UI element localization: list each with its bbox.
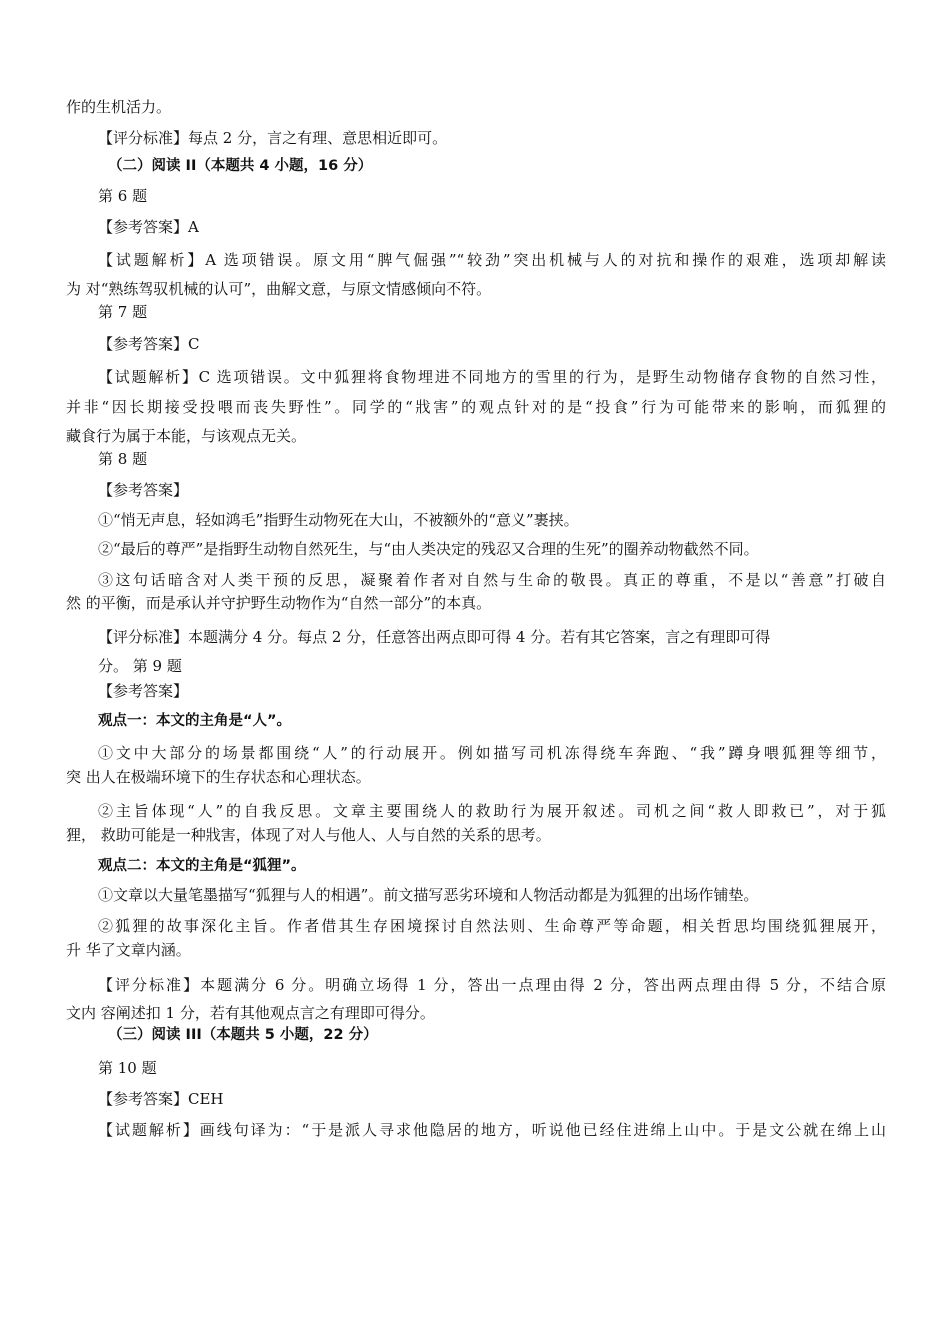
- text-line: 突 出人在极端环境下的生存状态和心理状态。: [66, 768, 371, 786]
- answer-point: ③这句话暗含对人类干预的反思，凝聚着作者对自然与生命的敬畏。真正的尊重，不是以“善意”打破自: [98, 571, 886, 589]
- scoring-criteria: 【评分标准】本题满分 4 分。每点 2 分，任意答出两点即可得 4 分。若有其它答案，言之有理即可得: [98, 628, 771, 646]
- text-line: 然 的平衡，而是承认并守护野生动物作为“自然一部分”的本真。: [66, 594, 492, 612]
- text-line: 狸， 救助可能是一种戕害，体现了对人与他人、人与自然的关系的思考。: [66, 826, 551, 844]
- answer-point: ②狐狸的故事深化主旨。作者借其生存困境探讨自然法则、生命尊严等命题，相关哲思均围绕狐狸展开，: [98, 917, 886, 935]
- viewpoint-heading: 观点二：本文的主角是“狐狸”。: [98, 858, 306, 874]
- text-line: 分。 第 9 题: [98, 657, 182, 675]
- question-number: 第 10 题: [98, 1059, 157, 1077]
- text-line: 藏食行为属于本能，与该观点无关。: [66, 427, 307, 445]
- reference-answer: 【参考答案】: [98, 481, 189, 499]
- text-line: 并非“因长期接受投喂而丧失野性”。同学的“戕害”的观点针对的是“投食”行为可能带来的影响，而狐狸的: [66, 398, 886, 416]
- answer-point: ①“悄无声息，轻如鸿毛”指野生动物死在大山，不被额外的“意义”裹挟。: [98, 511, 579, 529]
- reference-answer: 【参考答案】CEH: [98, 1090, 224, 1108]
- section-heading-reading-3: （三）阅读 III（本题共 5 小题，22 分）: [108, 1027, 378, 1043]
- question-analysis: 【试题解析】A 选项错误。原文用“脾气倔强”“较劲”突出机械与人的对抗和操作的艰难，选项却解读: [98, 251, 886, 269]
- text-line: 为 对“熟练驾驭机械的认可”，曲解文意，与原文情感倾向不符。: [66, 280, 492, 298]
- question-analysis: 【试题解析】C 选项错误。文中狐狸将食物埋进不同地方的雪里的行为，是野生动物储存食物的自然习性，: [98, 368, 886, 386]
- scoring-criteria: 【评分标准】每点 2 分，言之有理、意思相近即可。: [98, 129, 448, 147]
- answer-point: ①文中大部分的场景都围绕“人”的行动展开。例如描写司机冻得绕车奔跑、“我”蹲身喂狐狸等细节，: [98, 744, 886, 762]
- reference-answer: 【参考答案】A: [98, 218, 199, 236]
- text-line: 升 华了文章内涵。: [66, 941, 191, 959]
- question-number: 第 7 题: [98, 303, 148, 321]
- answer-point: ②“最后的尊严”是指野生动物自然死生，与“由人类决定的残忍又合理的生死”的圈养动物截然不同。: [98, 540, 759, 558]
- section-heading-reading-2: （二）阅读 II（本题共 4 小题，16 分）: [108, 158, 373, 174]
- question-number: 第 8 题: [98, 450, 148, 468]
- question-analysis: 【试题解析】画线句译为：“于是派人寻求他隐居的地方，听说他已经住进绵上山中。于是文公就在绵上山: [98, 1121, 886, 1139]
- text-line: 文内 容阐述扣 1 分，若有其他观点言之有理即可得分。: [66, 1004, 435, 1022]
- answer-point: ②主旨体现“人”的自我反思。文章主要围绕人的救助行为展开叙述。司机之间“救人即救已”，对于狐: [98, 802, 886, 820]
- reference-answer: 【参考答案】: [98, 682, 189, 700]
- answer-point: ①文章以大量笔墨描写“狐狸与人的相遇”。前文描写恶劣环境和人物活动都是为狐狸的出场作铺垫。: [98, 886, 759, 904]
- reference-answer: 【参考答案】C: [98, 335, 200, 353]
- text-line: 作的生机活力。: [66, 98, 172, 116]
- question-number: 第 6 题: [98, 187, 148, 205]
- scoring-criteria: 【评分标准】本题满分 6 分。明确立场得 1 分，答出一点理由得 2 分，答出两点理由得 5 分，不结合原: [98, 976, 886, 994]
- viewpoint-heading: 观点一：本文的主角是“人”。: [98, 713, 292, 729]
